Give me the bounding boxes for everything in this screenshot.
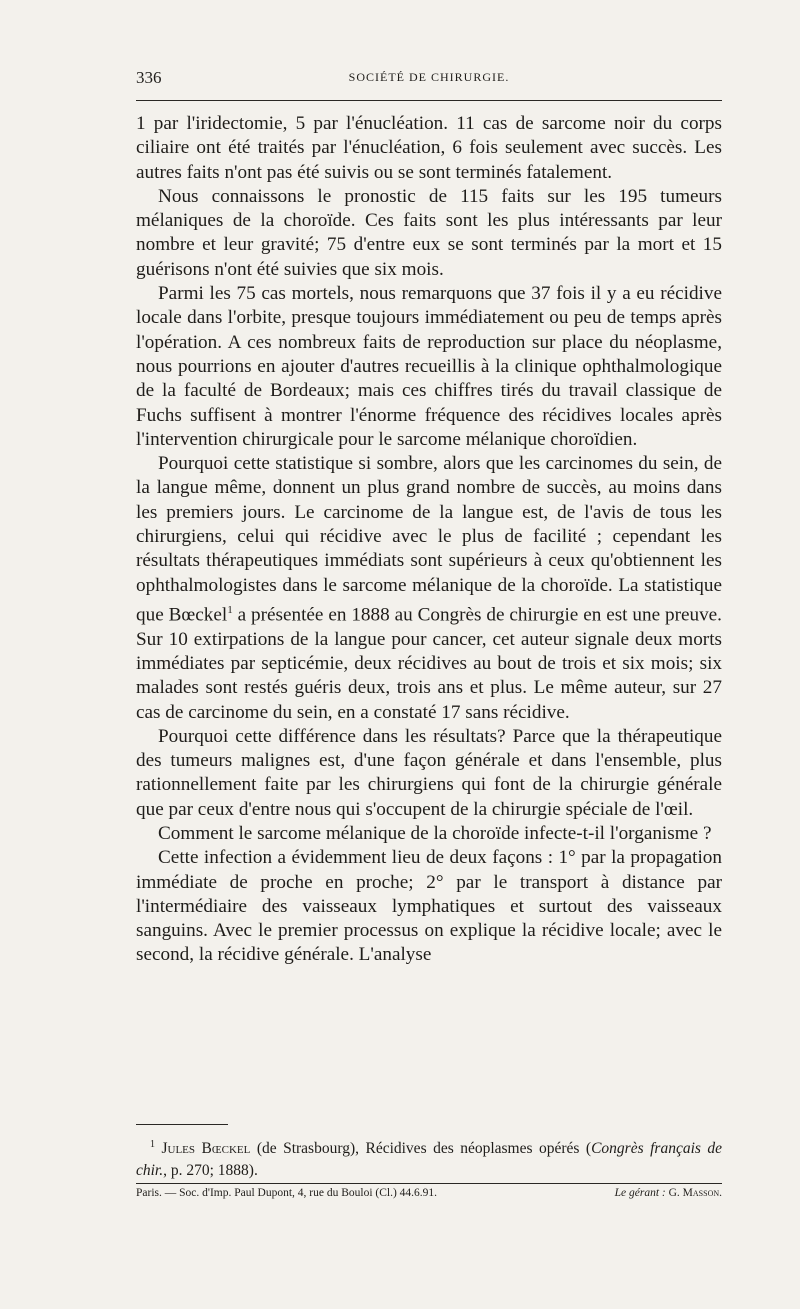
footnote bbox=[136, 1134, 722, 1182]
body-text bbox=[136, 112, 722, 968]
footnote-title: Congrès français de chir. bbox=[136, 1140, 723, 1180]
header-rule bbox=[136, 100, 722, 101]
paragraph: Pourquoi cette différence dans les résultats? Parce que la thérapeutique des tumeurs malignes est, d'une façon générale et dans l'ensemble, plus rationnellement faite par les chirurgiens qui font de la chirurgie générale que par ceux d'entre nous qui s'occupent de la chirurgie spéciale de l'œil. bbox=[136, 725, 722, 820]
paragraph-text: a présentée en 1888 au Congrès de chirurgie en est une preuve. Sur 10 extirpations de la langue pour cancer, cet auteur signale deux morts immédiates par septicémie, deux récidives au bout de trois et six mois; six malades sont restés guéris deux, trois ans et plus. Le même auteur, sur 27 cas de carcinome du sein, en a constaté 17 sans récidive. bbox=[136, 604, 722, 723]
paragraph: Parmi les 75 cas mortels, nous remarquons que 37 fois il y a eu récidive locale dans l'orbite, presque toujours immédiatement ou peu de temps après l'opération. A ces nombreux faits de reproduction sur place du néoplasme, nous pourrions en ajouter d'autres recueillis à la clinique ophthalmologique de la faculté de Bordeaux; mais ces chiffres tirés du travail classique de Fuchs suffisent à montrer l'énorme fréquence des récidives locales après l'intervention chirurgicale pour le sarcome mélanique choroïdien. bbox=[136, 283, 722, 450]
paragraph: Cette infection a évidemment lieu de deux façons : 1° par la propagation immédiate de proche en proche; 2° par le transport à distance par l'intermédiaire des vaisseaux lymphatiques et surtout des vaisseaux sanguins. Avec le premier processus on explique la récidive locale; avec le second, la récidive générale. L'analyse bbox=[136, 847, 722, 966]
paragraph: Nous connaissons le pronostic de 115 faits sur les 195 tumeurs mélaniques de la choroïde. Ces faits sont les plus intéressants par leur nombre et leur gravité; 75 d'entre eux se sont terminés par la mort et 15 guérisons n'ont été suivies que six mois. bbox=[136, 185, 722, 280]
footnote-reference: 1 bbox=[227, 603, 233, 616]
imprint bbox=[136, 1187, 722, 1205]
publisher-line bbox=[615, 1187, 722, 1199]
imprint-rule bbox=[136, 1183, 722, 1184]
paragraph: Comment le sarcome mélanique de la choroïde infecte-t-il l'organisme ? bbox=[158, 823, 712, 844]
footnote-author: Jules Bœckel bbox=[161, 1140, 251, 1158]
gerant-label: Le gérant : bbox=[614, 1187, 666, 1199]
footnote-rule bbox=[136, 1124, 228, 1125]
footnote-marker: 1 bbox=[150, 1139, 155, 1150]
paragraph bbox=[136, 452, 722, 725]
paragraph-text: Pourquoi cette statistique si sombre, alors que les carcinomes du sein, de la langue même, donnent un plus grand nombre de succès, au moins dans les premiers jours. Le carcinome de la langue est, de l'avis de tous les chirurgiens, celui qui récidive avec le plus de facilité ; cependant les résultats thérapeutiques immédiats sont supérieurs à ceux qu'obtiennent les ophthalmologistes dans le sarcome mélanique de la choroïde. La statistique que Bœckel bbox=[136, 453, 722, 626]
footnote-text: (de Strasbourg), Récidives des néoplasmes opérés ( bbox=[250, 1140, 592, 1158]
footnote-tail: , p. 270; 1888). bbox=[163, 1162, 258, 1180]
page-number: 336 bbox=[136, 68, 162, 87]
gerant-name: G. Masson. bbox=[668, 1187, 722, 1199]
paragraph: 1 par l'iridectomie, 5 par l'énucléation. 11 cas de sarcome noir du corps ciliaire ont été traités par l'énucléation, 6 fois seulement avec succès. Les autres faits n'ont pas été suivis ou se sont terminés fatalement. bbox=[136, 113, 722, 183]
running-title: SOCIÉTÉ DE CHIRURGIE. bbox=[348, 70, 510, 84]
page-header bbox=[136, 68, 722, 92]
printer-line: Paris. — Soc. d'Imp. Paul Dupont, 4, rue du Bouloi (Cl.) 44.6.91. bbox=[136, 1187, 438, 1199]
